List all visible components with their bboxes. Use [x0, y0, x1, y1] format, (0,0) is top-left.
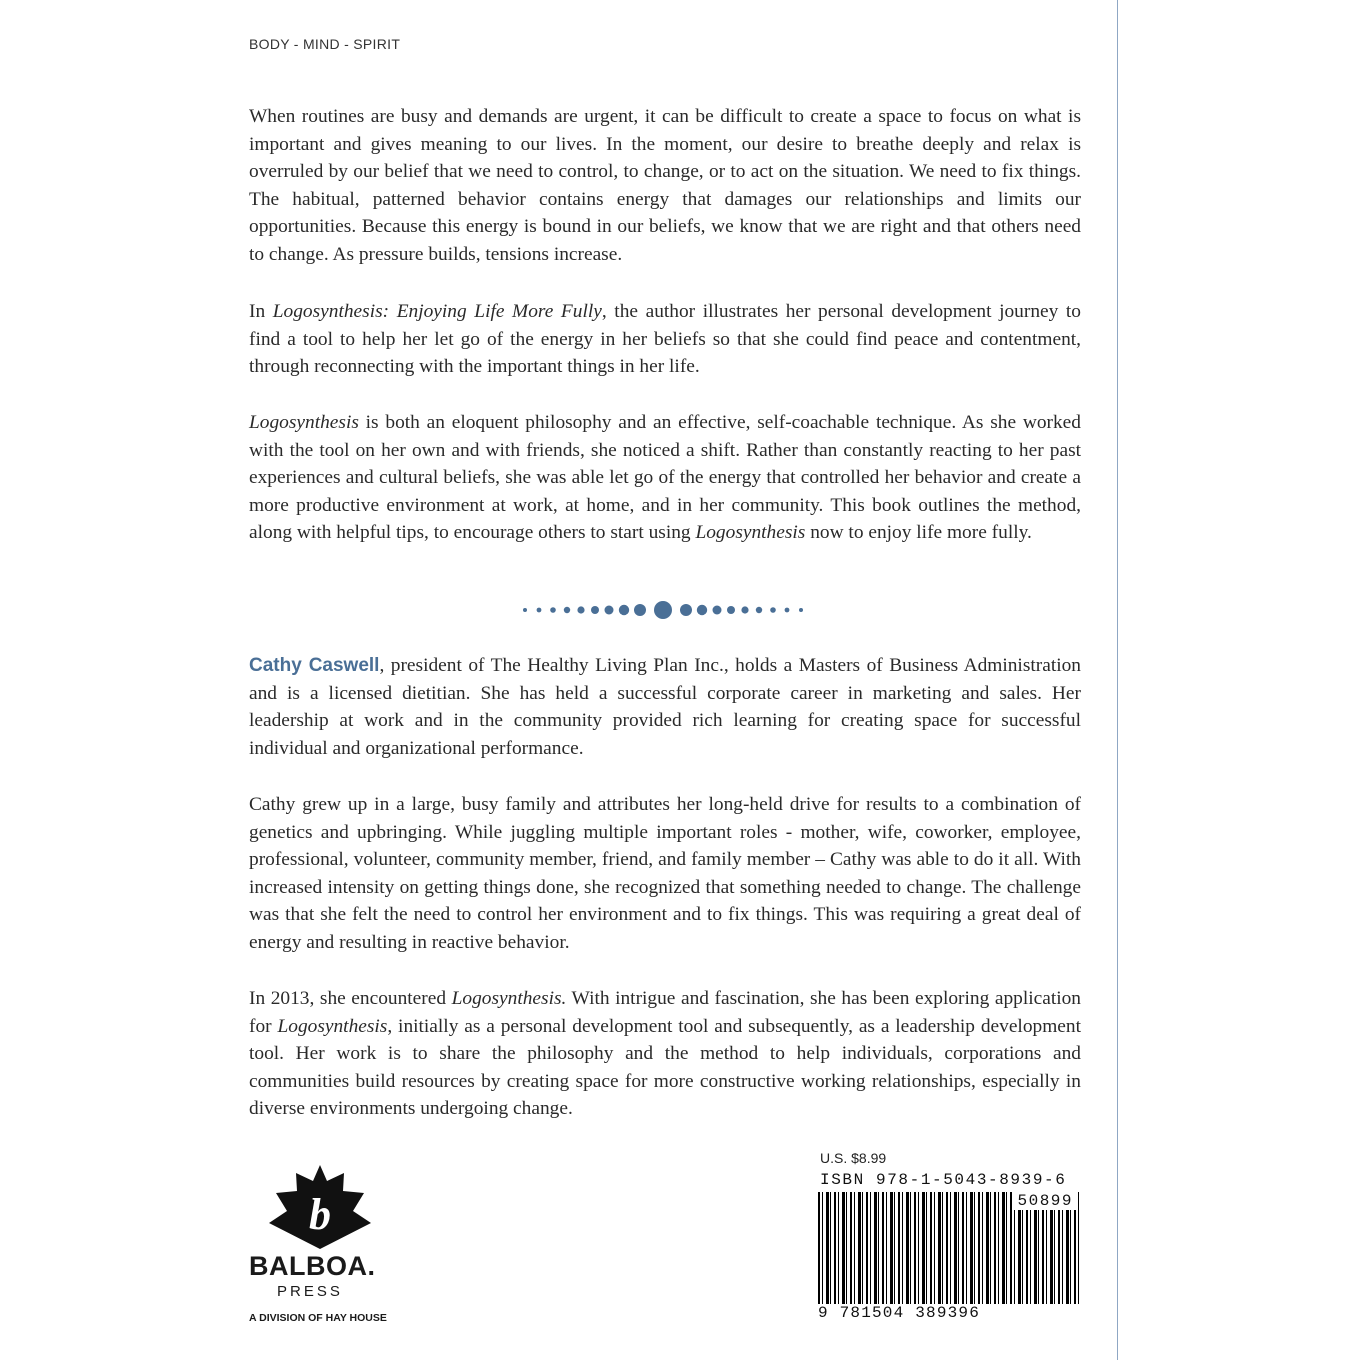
description-paragraph-3 — [249, 409, 1081, 547]
author-bio-text-3b: With intrigue and fascination, she has been exploring application for — [249, 988, 1081, 1037]
author-bio-text-2: Cathy grew up in a large, busy family and attributes her long-held drive for results to a combination of genetics and upbringing. While juggling multiple important roles - mother, wife, coworker, employee, professional, volunteer, community member, friend, and family member – Cathy was able to do it all. With increased intensity on getting things done, she recognized that something needed to change. The challenge was that she felt the need to control her environment and to fix things. This was requiring a great deal of energy and resulting in reactive behavior. — [249, 794, 1081, 953]
isbn-label: ISBN 978-1-5043-8939-6 — [820, 1171, 1067, 1189]
description-text-3b: now to enjoy life more fully. — [805, 522, 1032, 544]
author-bio-paragraph-1 — [249, 652, 1081, 762]
barcode — [818, 1192, 1080, 1322]
price-label: U.S. $8.99 — [820, 1150, 887, 1166]
term-italic-4: Logosynthesis — [277, 1015, 388, 1037]
description-text-3a: is both an eloquent philosophy and an effective, self-coachable technique. As she worked with the tool on her own and with friends, she noticed a shift. Rather than constantly reacting to her past experiences and cultural beliefs, she was able let go of the energy that controlled her behavior and create a more productive environment at work, at home, and in her community. This book outlines the method, along with helpful tips, to encourage others to start using — [249, 412, 1081, 544]
description-paragraph-2 — [249, 298, 1081, 381]
author-bio-text-3a: In 2013, she encountered — [249, 988, 452, 1009]
spine-edge-line — [1117, 0, 1118, 1360]
author-bio-paragraph-2 — [249, 791, 1081, 957]
term-italic: Logosynthesis — [249, 412, 359, 433]
logo-letter: b — [309, 1190, 331, 1239]
lotus-logo-icon — [261, 1163, 379, 1251]
dot-divider — [520, 598, 810, 622]
description-text-2b: , the author illustrates her personal development journey to find a tool to help her let go of the energy in her beliefs so that she could find peace and contentment, through reconnecting with the important things in her life. — [249, 301, 1081, 378]
term-italic-3: Logosynthesis. — [451, 988, 567, 1009]
author-bio-text-3c: , initially as a personal development tool and subsequently, as a leadership development tool. Her work is to share the philosophy and the method to help individuals, corporations and communities build resources by creating space for more constructive working relationships, especially in diverse environments undergoing change. — [249, 1015, 1081, 1120]
category-label: BODY - MIND - SPIRIT — [249, 36, 401, 52]
publisher-name: BALBOA. — [249, 1251, 376, 1281]
author-bio-paragraph-3 — [249, 985, 1081, 1123]
term-italic-2: Logosynthesis — [695, 522, 806, 544]
barcode-ean-digits: 9 781504 389396 — [818, 1304, 988, 1322]
publisher-logo — [249, 1163, 394, 1333]
author-bio-text-1: , president of The Healthy Living Plan Inc., holds a Masters of Business Administration and is a licensed dietitian. She has held a successful corporate career in marketing and sales. Her leadership at work and in the community provided rich learning for creating space for successful individual and organizational performance. — [249, 655, 1081, 759]
book-title-italic: Logosynthesis: Enjoying Life More Fully — [272, 301, 602, 322]
barcode-addon-digits: 50899 — [1014, 1192, 1076, 1210]
description-text-2a: In — [249, 301, 273, 322]
publisher-imprint: PRESS — [277, 1283, 343, 1300]
description-paragraph-1 — [249, 103, 1081, 269]
description-text-1: When routines are busy and demands are urgent, it can be difficult to create a space to focus on what is important and gives meaning to our lives. In the moment, our desire to breathe deeply and relax is overruled by our belief that we need to control, to change, or to act on the situation. We need to fix things. The habitual, patterned behavior contains energy that damages our relationships and limits our opportunities. Because this energy is bound in our beliefs, we know that we are right and that others need to change. As pressure builds, tensions increase. — [249, 106, 1081, 265]
publisher-division: A DIVISION OF HAY HOUSE — [249, 1312, 387, 1324]
author-name: Cathy Caswell — [249, 655, 380, 676]
